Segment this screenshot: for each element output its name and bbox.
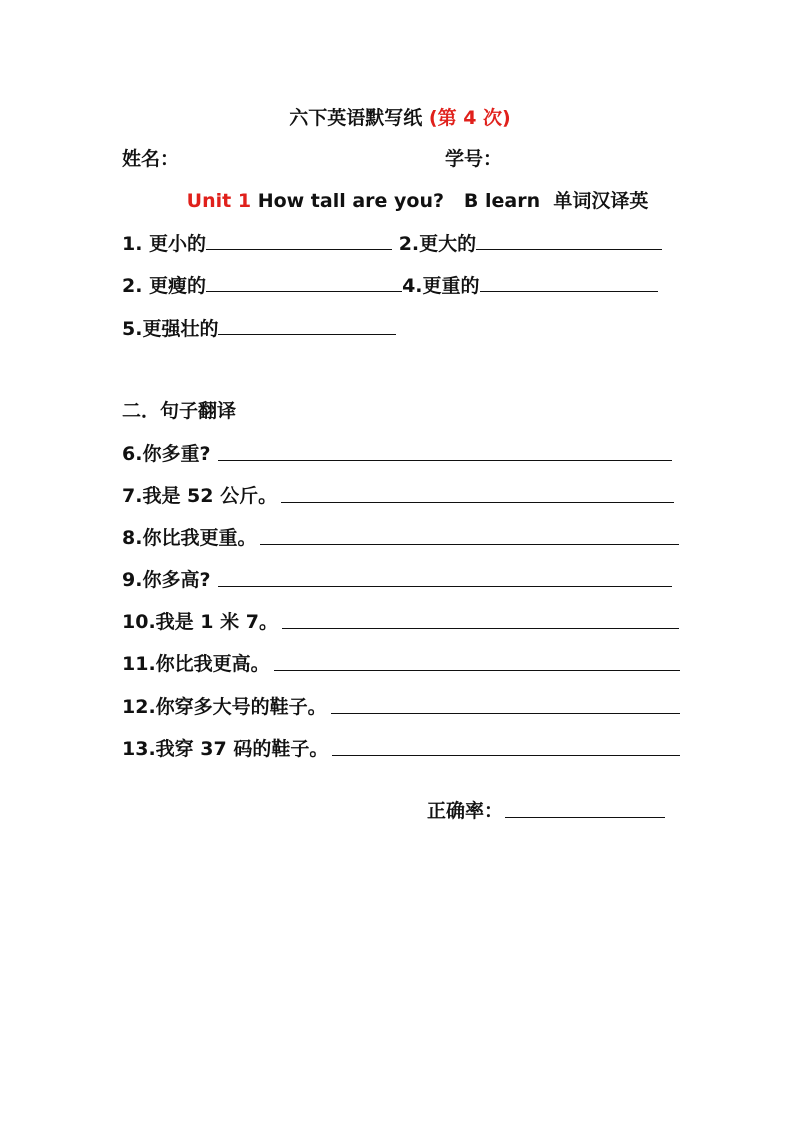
sentence-row xyxy=(122,652,680,676)
sentence-row xyxy=(122,484,674,508)
sentence-prompt: 13.我穿 37 码的鞋子。 xyxy=(122,738,329,760)
accuracy-blank[interactable] xyxy=(505,799,665,818)
title-main: 六下英语默写纸 xyxy=(289,107,423,129)
word-prompt: 1. 更小的 xyxy=(122,233,207,255)
sentence-prompt: 8.你比我更重。 xyxy=(122,527,257,549)
unit-heading xyxy=(0,189,800,213)
accuracy-label: 正确率： xyxy=(427,800,504,822)
answer-blank[interactable] xyxy=(331,695,680,714)
answer-blank[interactable] xyxy=(218,316,396,335)
sentence-row xyxy=(122,610,679,634)
sentence-row xyxy=(122,526,679,550)
answer-blank[interactable] xyxy=(206,273,402,292)
unit-description: How tall are you? B learn 单词汉译英 xyxy=(257,190,649,212)
sentence-prompt: 12.你穿多大号的鞋子。 xyxy=(122,696,327,718)
answer-blank[interactable] xyxy=(332,737,680,756)
sentence-prompt: 9.你多高? xyxy=(122,569,211,591)
section-title: 二．句子翻译 xyxy=(122,400,237,422)
accuracy-row xyxy=(427,799,665,823)
sentence-row xyxy=(122,737,680,761)
sentence-row xyxy=(122,695,680,719)
sentence-prompt: 11.你比我更高。 xyxy=(122,653,270,675)
word-row xyxy=(122,273,658,298)
name-label: 姓名： xyxy=(122,148,180,170)
sentence-row xyxy=(122,442,672,466)
title-attempt: (第 4 次) xyxy=(428,107,511,129)
unit-number: Unit 1 xyxy=(186,190,252,212)
answer-blank[interactable] xyxy=(480,273,658,292)
sentence-prompt: 7.我是 52 公斤。 xyxy=(122,485,278,507)
answer-blank[interactable] xyxy=(282,610,679,629)
student-id-label: 学号： xyxy=(445,148,503,170)
word-row xyxy=(122,316,396,341)
word-prompt: 2. 更瘦的 xyxy=(122,275,207,297)
answer-blank[interactable] xyxy=(274,652,680,671)
word-prompt: 4.更重的 xyxy=(402,275,480,297)
answer-blank[interactable] xyxy=(281,484,674,503)
answer-blank[interactable] xyxy=(206,231,392,250)
worksheet-title xyxy=(0,106,800,130)
sentence-prompt: 10.我是 1 米 7。 xyxy=(122,611,278,633)
word-prompt: 2.更大的 xyxy=(398,233,477,255)
word-row xyxy=(122,231,662,256)
sentence-row xyxy=(122,568,672,592)
word-prompt: 5.更强壮的 xyxy=(122,318,219,340)
answer-blank[interactable] xyxy=(476,231,662,250)
answer-blank[interactable] xyxy=(260,526,679,545)
sentence-prompt: 6.你多重? xyxy=(122,443,211,465)
answer-blank[interactable] xyxy=(218,442,672,461)
answer-blank[interactable] xyxy=(218,568,672,587)
